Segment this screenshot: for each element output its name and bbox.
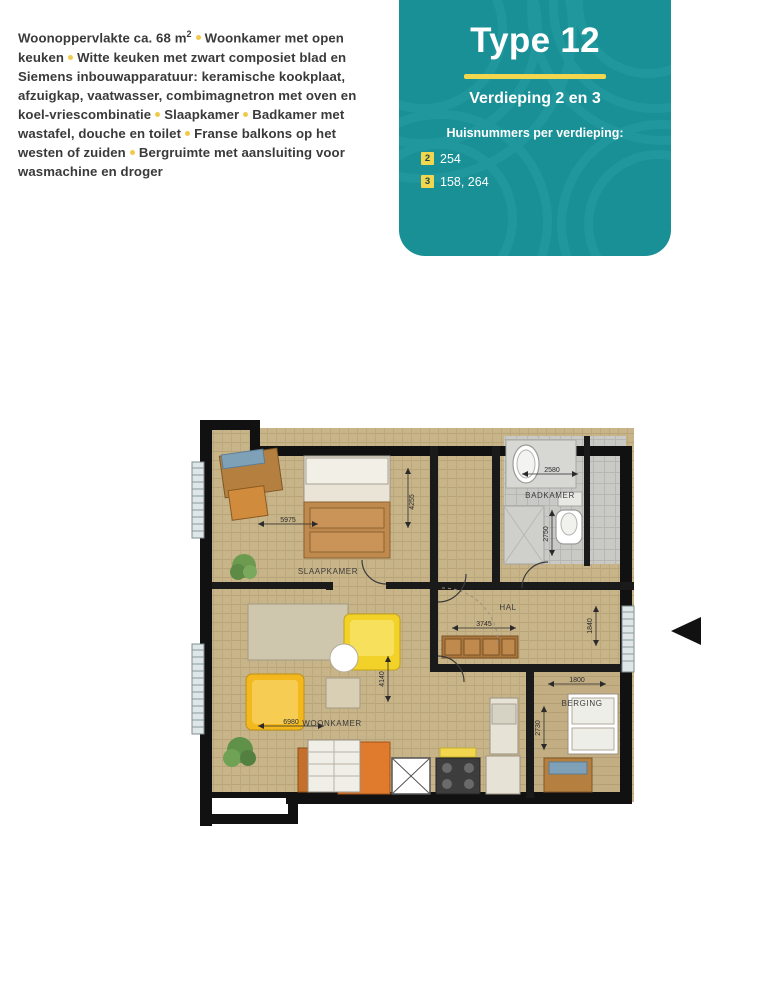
bullet-dot-icon [68,55,73,60]
square-meter-superscript: 2 [186,29,192,39]
bullet-dot-icon [155,112,160,117]
description-kitchen: Witte keuken met zwart composiet blad en Siemens inbouwapparatuur: keramische kookplaat, afzuigkap, vaatwasser, combimagnetron met oven en koel-vriescombinatie [18,49,357,122]
bullet-dot-icon [185,131,190,136]
title-underline [464,74,606,79]
house-numbers-label: Huisnummers per verdieping: [446,125,624,140]
room-label-hal: HAL [499,603,517,612]
room-label-slaapkamer: SLAAPKAMER [297,567,359,576]
apartment-description [18,28,380,182]
description-balcony: Franse balkons op het westen of zuiden [18,126,337,161]
type-info-card [399,0,671,256]
house-numbers-value: 158, 264 [440,174,489,189]
floor-subtitle: Verdieping 2 en 3 [469,89,601,107]
room-label-badkamer: BADKAMER [525,491,575,500]
dim-label: 5975 [280,517,296,524]
room-label-woonkamer: WOONKAMER [302,719,362,728]
description-storage: Bergruimte met aansluiting voor wasmachine en droger [18,145,345,180]
room-label-berging: BERGING [561,699,603,708]
bullet-dot-icon [243,112,248,117]
dim-label: 1840 [587,618,594,634]
entrance-arrow-icon [667,613,703,649]
description-area: Woonoppervlakte ca. 68 m [18,30,187,46]
dim-label: 3745 [476,621,492,628]
bullet-dot-icon [130,150,135,155]
description-living-room: Woonkamer met open keuken [18,30,344,65]
dim-label: 2730 [535,720,542,736]
page-title: Type 12 [470,21,600,60]
floorplan [186,406,656,836]
dim-label: 2750 [543,526,550,542]
dim-label: 1800 [569,677,585,684]
floor-badge: 3 [421,175,434,188]
floor-badge: 2 [421,152,434,165]
description-bathroom: Badkamer met wastafel, douche en toilet [18,106,345,142]
bullet-dot-icon [196,35,201,40]
dim-label: 2580 [544,467,560,474]
dim-label: 4140 [379,671,386,687]
house-number-row [399,175,671,189]
dim-label: 6980 [283,719,299,726]
house-number-row [399,152,671,166]
house-numbers-value: 254 [440,151,461,166]
description-bedroom: Slaapkamer [164,106,240,122]
dim-label: 4255 [409,494,416,510]
